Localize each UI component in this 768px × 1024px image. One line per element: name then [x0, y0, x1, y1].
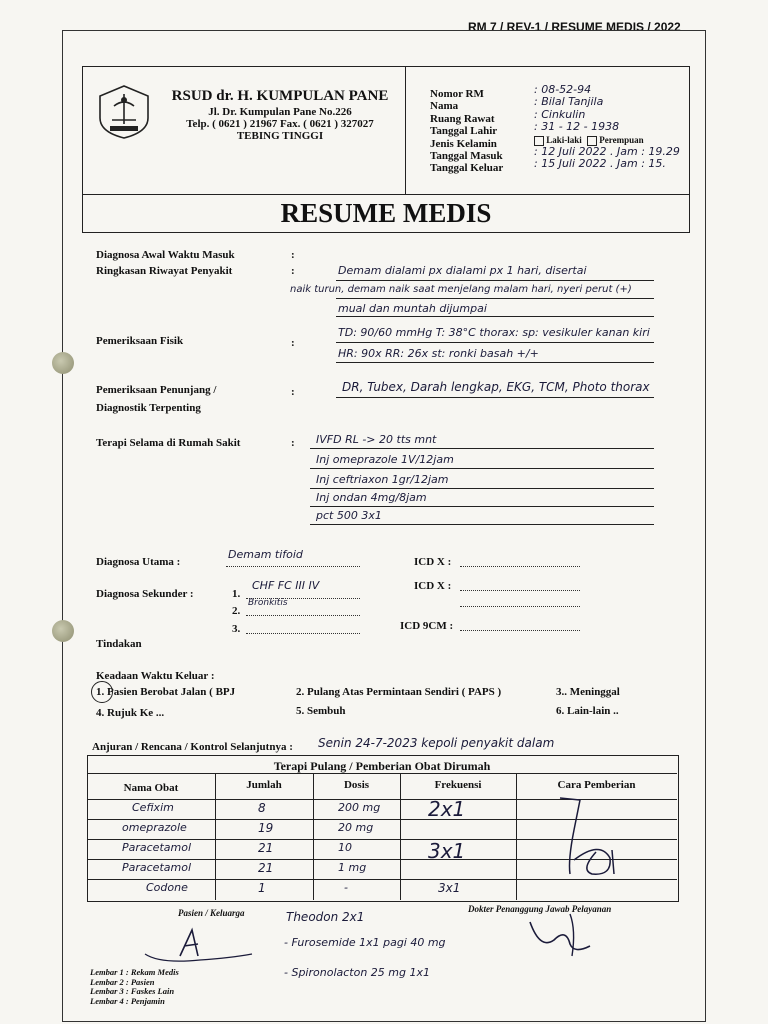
lembar-list: [90, 968, 179, 1006]
hw-terapi-2: Inj omeprazole 1V/12jam: [316, 453, 454, 466]
value-tanggal-lahir: : 31 - 12 - 1938: [534, 120, 620, 134]
table-col-divider: [400, 773, 401, 900]
document-code: RM 7 / REV-1 / RESUME MEDIS / 2022: [468, 20, 681, 34]
table-cell: 19: [258, 821, 274, 835]
lembar-3: Lembar 3 : Faskes Lain: [90, 986, 175, 996]
colon: :: [291, 337, 295, 349]
table-header-jumlah: Jumlah: [246, 779, 282, 791]
secondary-num-2: 2.: [232, 605, 241, 617]
table-cell: 10: [338, 841, 352, 854]
hospital-phone: Telp. ( 0621 ) 21967 Fax. ( 0621 ) 327027: [186, 118, 374, 130]
hw-riwayat-2: naik turun, demam naik saat menjelang malam hari, nyeri perut (+): [290, 284, 632, 295]
rule: [336, 298, 654, 299]
hw-penunjang: DR, Tubex, Darah lengkap, EKG, TCM, Photo thorax: [342, 380, 650, 394]
label-ruang-rawat: Ruang Rawat: [430, 112, 495, 125]
hw-terapi-3: Inj ceftriaxon 1gr/12jam: [316, 473, 449, 486]
table-col-divider: [215, 773, 216, 900]
table-cell: 8: [258, 801, 266, 815]
rule: [336, 397, 654, 398]
rule: [336, 316, 654, 317]
hospital-logo: [98, 84, 150, 140]
table-header-dosis: Dosis: [343, 779, 370, 791]
colon: :: [291, 386, 295, 398]
secondary-num-1: 1.: [232, 588, 241, 600]
hw-diagnosa-sekunder-1: CHF FC III IV: [252, 579, 320, 592]
hw-terapi-5: pct 500 3x1: [316, 509, 382, 522]
label-dokter: Dokter Penanggung Jawab Pelayanan: [468, 904, 612, 914]
document-title: RESUME MEDIS: [280, 198, 492, 228]
lembar-2: Lembar 2 : Pasien: [90, 976, 155, 987]
punch-hole: [52, 620, 74, 642]
colon: :: [291, 437, 295, 449]
value-nama: : Bilal Tanjila: [534, 95, 604, 109]
punch-hole: [52, 352, 74, 374]
value-tanggal-keluar: : 15 Juli 2022 . Jam : 15.: [534, 157, 666, 171]
label-icd-9cm: ICD 9CM :: [400, 620, 454, 632]
dotted-line: [460, 606, 580, 607]
table-cell: 200 mg: [338, 801, 381, 814]
hw-diagnosa-utama: Demam tifoid: [228, 548, 303, 561]
option-lain: 6. Lain-lain ..: [556, 705, 619, 717]
header-divider: [405, 66, 406, 194]
label-icd-x-1: ICD X :: [414, 556, 452, 568]
hw-note-1: Theodon 2x1: [286, 910, 365, 924]
label-diagnostik: Diagnostik Terpenting: [96, 402, 201, 414]
label-tindakan: Tindakan: [96, 638, 142, 650]
rule: [310, 524, 654, 525]
table-header-cara-pemberian: Cara Pemberian: [557, 779, 636, 791]
table-cell: 1: [258, 881, 266, 895]
option-berobat-jalan: 1. Pasien Berobat Jalan ( BPJ: [96, 686, 236, 698]
hospital-city: TEBING TINGGI: [236, 130, 324, 142]
table-col-divider: [313, 773, 314, 900]
table-cell: 3x1: [438, 881, 461, 895]
rule: [336, 342, 654, 343]
dotted-line: [246, 615, 360, 616]
secondary-num-3: 3.: [232, 623, 241, 635]
dotted-line: [460, 630, 580, 631]
hw-terapi-1: IVFD RL -> 20 tts mnt: [316, 433, 437, 446]
lembar-1: Lembar 1 : Rekam Medis: [90, 967, 179, 977]
therapy-table-title: Terapi Pulang / Pemberian Obat Dirumah: [273, 759, 491, 773]
colon: :: [291, 265, 295, 277]
hw-diagnosa-sekunder-2: Bronkitis: [248, 598, 288, 608]
hw-riwayat-1: Demam dialami px dialami px 1 hari, disertai: [338, 264, 587, 277]
label-penunjang: Pemeriksaan Penunjang /: [96, 384, 217, 396]
table-cell: Paracetamol: [122, 841, 192, 854]
patient-signature: [140, 920, 260, 970]
doctor-signature: [510, 910, 610, 960]
lembar-4: Lembar 4 : Penjamin: [90, 995, 165, 1006]
label-fisik: Pemeriksaan Fisik: [96, 335, 184, 347]
table-header-nama-obat: Nama Obat: [123, 782, 179, 794]
label-terapi: Terapi Selama di Rumah Sakit: [96, 437, 241, 449]
value-ruang-rawat: : Cinkulin: [534, 107, 586, 121]
label-diagnosa-sekunder: Diagnosa Sekunder :: [96, 588, 194, 600]
patient-values: [534, 84, 680, 171]
table-header-frekuensi: Frekuensi: [434, 779, 482, 791]
label-icd-x-2: ICD X :: [414, 580, 452, 592]
table-cell: omeprazole: [122, 821, 187, 834]
patient-labels: [430, 88, 503, 175]
table-cell: 20 mg: [338, 821, 374, 834]
label-pasien-keluarga: Pasien / Keluarga: [178, 908, 245, 918]
hw-fisik-1: TD: 90/60 mmHg T: 38°C thorax: sp: vesikuler kanan kiri: [338, 326, 650, 339]
table-cell: 1 mg: [338, 861, 367, 874]
label-nomor-rm: Nomor RM: [430, 88, 484, 100]
rule: [310, 506, 654, 507]
value-tanggal-masuk: : 12 Juli 2022 . Jam : 19.29: [534, 145, 680, 159]
hospital-address: Jl. Dr. Kumpulan Pane No.226: [208, 106, 352, 118]
doctor-scrawl: [540, 790, 630, 890]
label-tanggal-lahir: Tanggal Lahir: [430, 125, 498, 138]
label-anjuran: Anjuran / Rencana / Kontrol Selanjutnya :: [92, 741, 293, 753]
table-cell: 21: [258, 861, 274, 875]
sex-male-label: Laki-laki: [546, 134, 582, 145]
rule: [310, 488, 654, 489]
hw-anjuran: Senin 24-7-2023 kepoli penyakit dalam: [318, 736, 555, 750]
hospital-info: [158, 88, 402, 142]
selected-circle: [91, 681, 113, 703]
label-tanggal-masuk: Tanggal Masuk: [430, 150, 503, 163]
value-nomor-rm: : 08-52-94: [534, 83, 592, 96]
option-rujuk: 4. Rujuk Ke ...: [96, 707, 165, 719]
rule: [310, 468, 654, 469]
hw-fisik-2: HR: 90x RR: 26x st: ronki basah +/+: [338, 347, 539, 360]
table-cell: Codone: [146, 881, 188, 894]
colon: :: [291, 249, 295, 261]
option-meninggal: 3.. Meninggal: [556, 686, 620, 698]
label-nama: Nama: [430, 100, 459, 113]
table-cell: 3x1: [428, 839, 466, 863]
dotted-line: [460, 590, 580, 591]
table-cell: -: [344, 881, 348, 894]
label-diagnosa-utama: Diagnosa Utama :: [96, 556, 181, 568]
rule: [336, 362, 654, 363]
option-sembuh: 5. Sembuh: [296, 705, 346, 717]
label-diagnosa-awal: Diagnosa Awal Waktu Masuk: [96, 249, 235, 261]
label-riwayat: Ringkasan Riwayat Penyakit: [96, 265, 233, 277]
table-cell: 2x1: [428, 797, 466, 821]
hw-note-3: - Spironolacton 25 mg 1x1: [284, 966, 430, 979]
table-col-divider: [516, 773, 517, 900]
table-cell: Cefixim: [132, 801, 174, 814]
hw-terapi-4: Inj ondan 4mg/8jam: [316, 491, 427, 504]
dotted-line: [226, 566, 360, 567]
hw-riwayat-3: mual dan muntah dijumpai: [338, 302, 487, 315]
label-tanggal-keluar: Tanggal Keluar: [430, 162, 504, 175]
rule: [336, 280, 654, 281]
label-keadaan: Keadaan Waktu Keluar :: [96, 670, 215, 682]
sex-female-label: Perempuan: [599, 134, 644, 145]
hospital-name: RSUD dr. H. KUMPULAN PANE: [171, 88, 389, 104]
label-jenis-kelamin: Jenis Kelamin: [430, 137, 497, 150]
table-cell: Paracetamol: [122, 861, 192, 874]
dotted-line: [460, 566, 580, 567]
table-cell: 21: [258, 841, 274, 855]
option-paps: 2. Pulang Atas Permintaan Sendiri ( PAPS ): [296, 686, 502, 698]
dotted-line: [246, 633, 360, 634]
hw-note-2: - Furosemide 1x1 pagi 40 mg: [284, 936, 446, 949]
rule: [310, 448, 654, 449]
